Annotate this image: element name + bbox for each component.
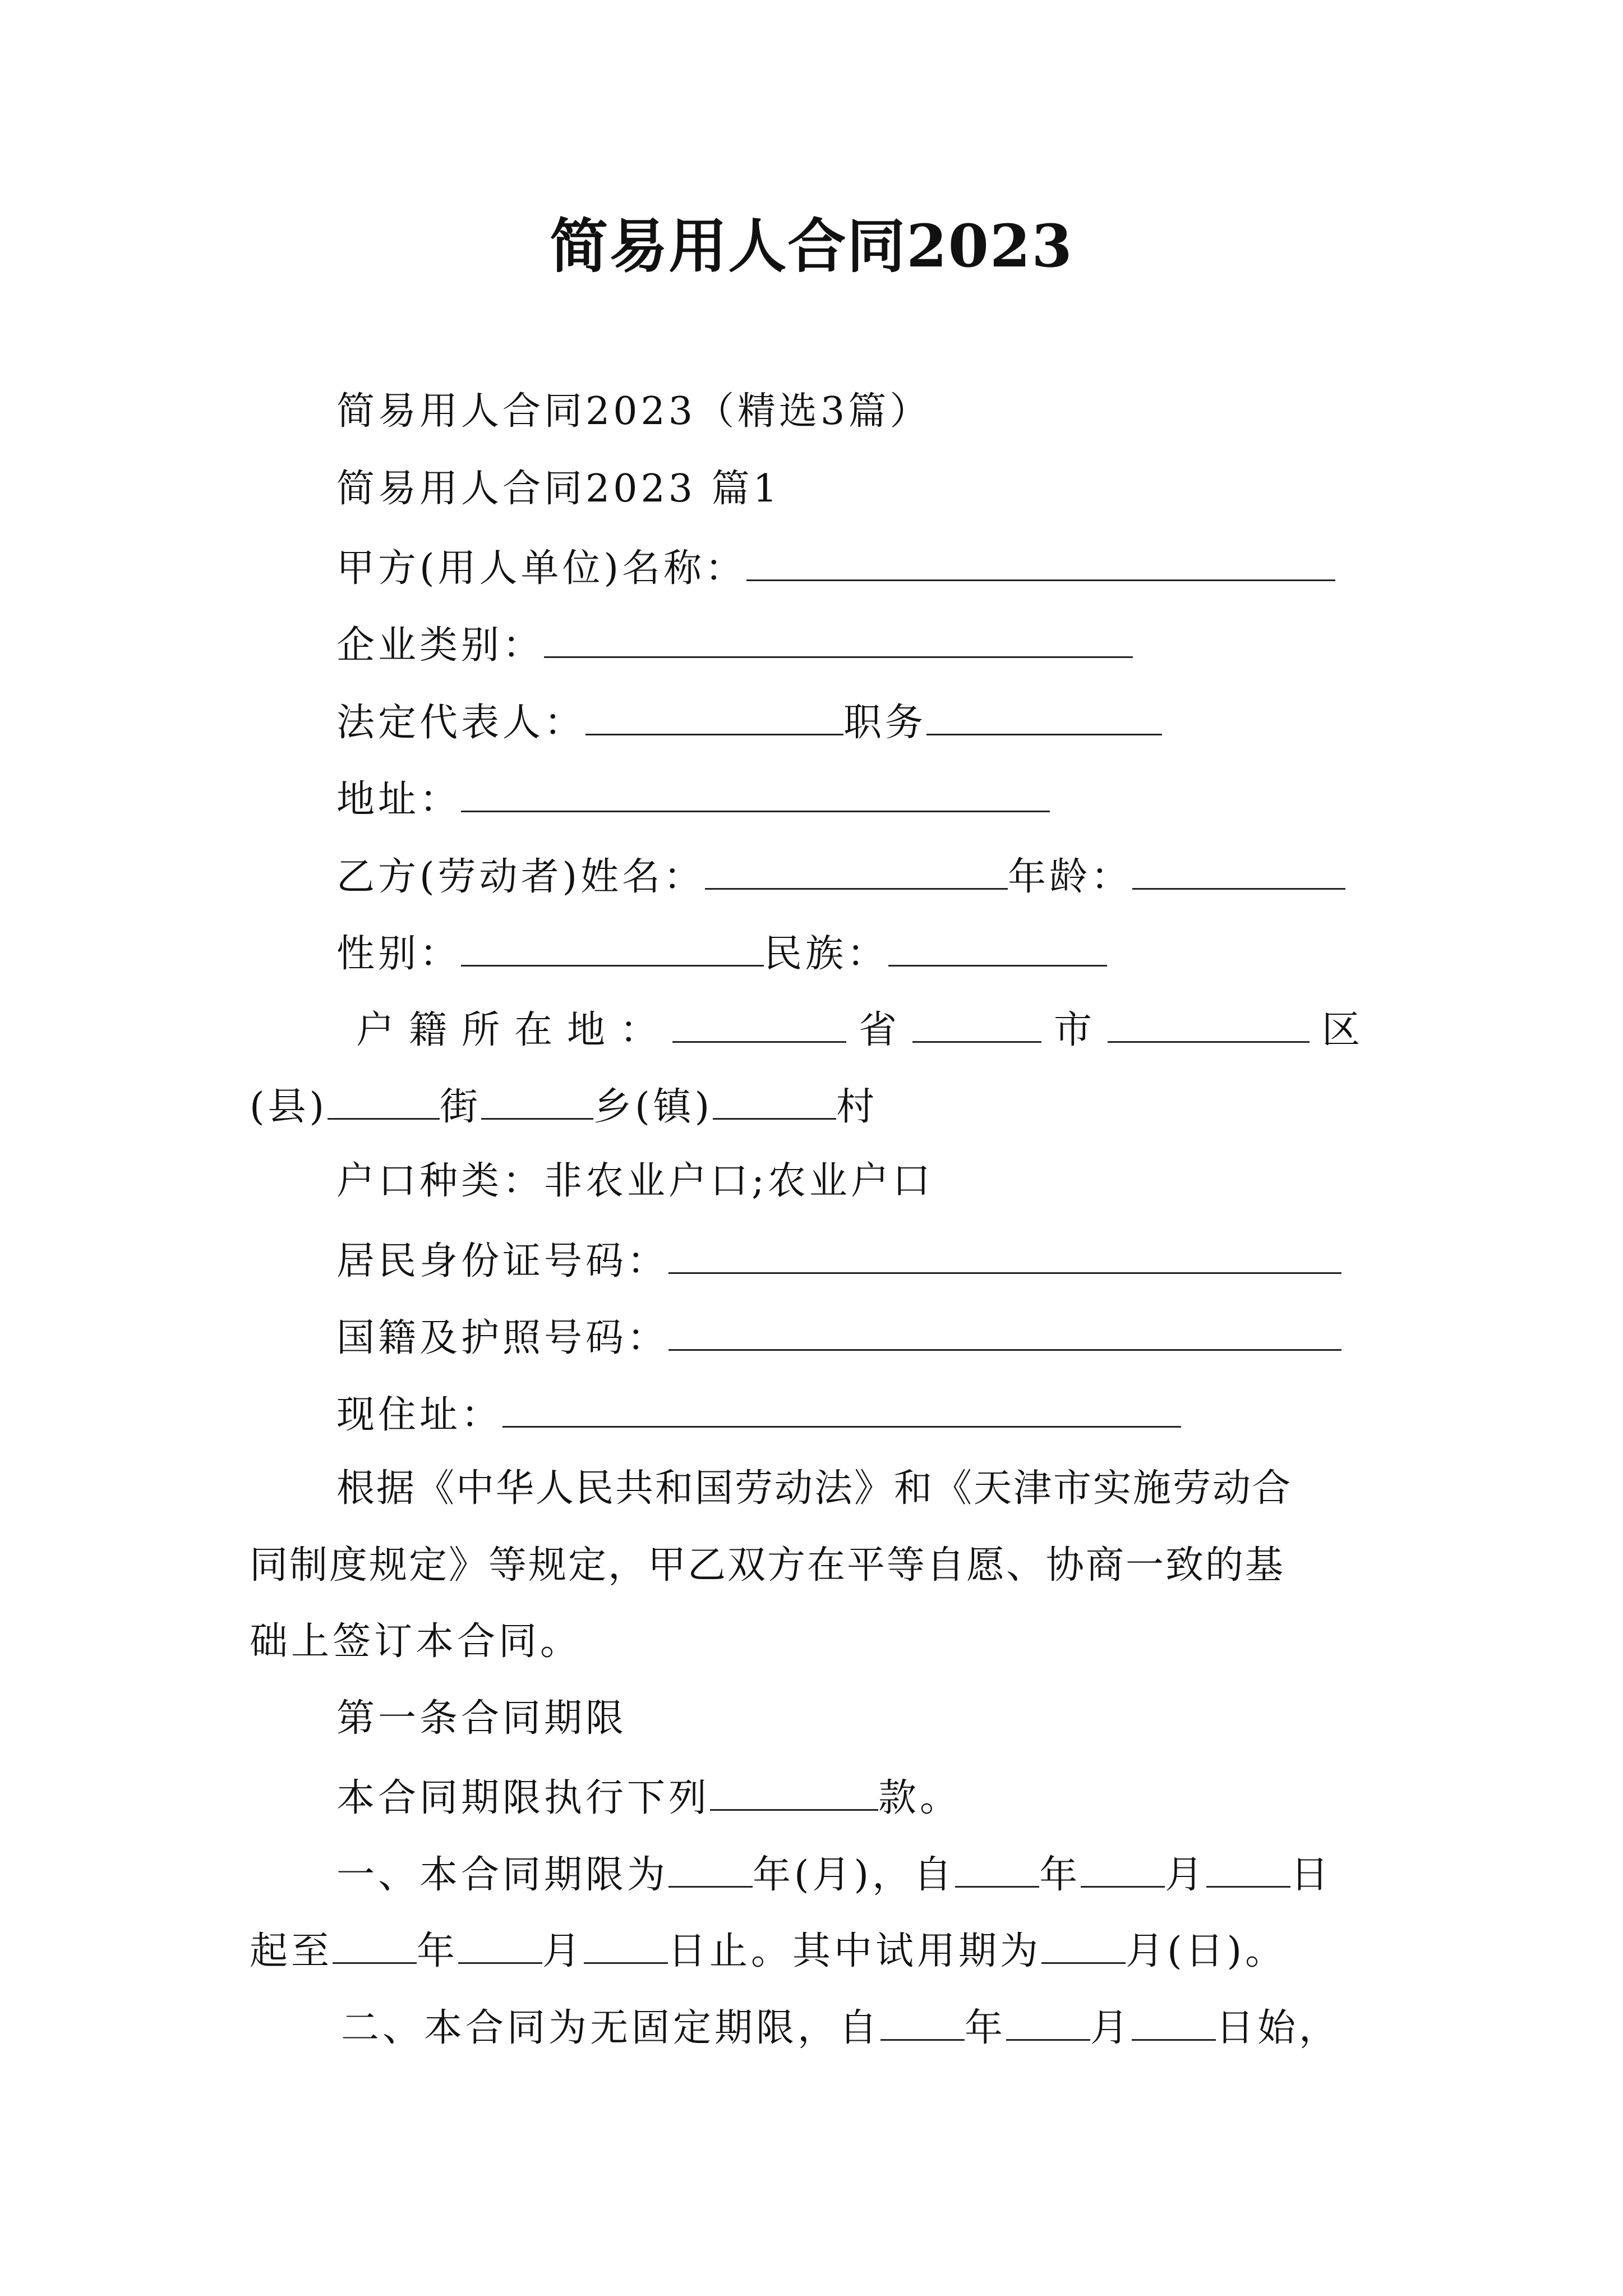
township-blank[interactable] xyxy=(713,1085,836,1120)
province-blank[interactable] xyxy=(672,1009,846,1043)
end-month-blank[interactable] xyxy=(458,1930,542,1964)
start-month-label: 月 xyxy=(1165,1853,1207,1897)
start-month-blank[interactable] xyxy=(1081,1853,1165,1888)
id-number-label: 居民身份证号码： xyxy=(336,1239,669,1283)
legal-rep-row xyxy=(336,701,1162,745)
enterprise-type-blank[interactable] xyxy=(544,624,1133,658)
term-selection-suffix: 款。 xyxy=(878,1776,962,1820)
nationality-passport-row xyxy=(336,1317,1341,1358)
end-month-label: 月 xyxy=(542,1929,584,1973)
household-location-row-2 xyxy=(250,1085,878,1129)
position-label: 职务 xyxy=(843,701,927,745)
basis-paragraph-line-1: 根据《中华人民共和国劳动法》和《天津市实施劳动合 xyxy=(336,1466,1293,1511)
employee-name-blank[interactable] xyxy=(705,855,1008,890)
employer-name-label: 甲方(用人单位)名称： xyxy=(336,546,747,591)
province-label: 省 xyxy=(859,1008,901,1052)
household-type-row: 户口种类：非农业户口;农业户口 xyxy=(336,1159,934,1203)
fixed-term-label: 一、本合同期限为 xyxy=(336,1853,669,1897)
probation-blank[interactable] xyxy=(1041,1930,1126,1964)
household-location-label: 户籍所在地： xyxy=(356,1008,673,1052)
township-label: 乡(镇) xyxy=(593,1085,713,1129)
nationality-passport-label: 国籍及护照号码： xyxy=(336,1316,669,1360)
document-title: 简易用人合同2023 xyxy=(550,211,1073,280)
probation-unit: 月(日)。 xyxy=(1126,1929,1287,1973)
employee-name-row xyxy=(336,855,1345,899)
article-1-heading: 第一条合同期限 xyxy=(336,1696,628,1741)
ethnicity-blank[interactable] xyxy=(888,932,1107,967)
current-address-blank[interactable] xyxy=(502,1393,1181,1428)
open-start-day-label: 日始， xyxy=(1216,2006,1341,2050)
start-day-label: 日 xyxy=(1290,1853,1332,1897)
household-location-row xyxy=(356,1009,1363,1050)
county-blank[interactable] xyxy=(328,1085,440,1120)
current-address-row xyxy=(336,1393,1181,1437)
fixed-term-unit: 年(月)，自 xyxy=(753,1853,956,1897)
street-blank[interactable] xyxy=(481,1085,593,1120)
nationality-passport-blank[interactable] xyxy=(668,1317,1341,1351)
gender-blank[interactable] xyxy=(461,932,764,967)
street-label: 街 xyxy=(440,1085,482,1129)
basis-paragraph-line-3: 础上签订本合同。 xyxy=(250,1619,582,1664)
end-year-blank[interactable] xyxy=(333,1930,417,1964)
start-day-blank[interactable] xyxy=(1206,1853,1290,1888)
age-label: 年龄： xyxy=(1008,855,1133,899)
open-start-year-label: 年 xyxy=(965,2006,1007,2050)
basis-paragraph-line-2: 同制度规定》等规定，甲乙双方在平等自愿、协商一致的基 xyxy=(250,1543,1285,1588)
village-label: 村 xyxy=(836,1085,878,1129)
employer-name-row xyxy=(336,546,1335,591)
enterprise-type-label: 企业类别： xyxy=(336,623,545,668)
employee-name-label: 乙方(劳动者)姓名： xyxy=(336,855,706,899)
term-selection-label: 本合同期限执行下列 xyxy=(336,1776,711,1820)
probation-label: 日止。其中试用期为 xyxy=(668,1929,1042,1973)
current-address-label: 现住址： xyxy=(336,1393,503,1437)
open-start-month-label: 月 xyxy=(1090,2006,1132,2050)
id-number-blank[interactable] xyxy=(668,1240,1341,1274)
address-blank[interactable] xyxy=(461,778,1050,812)
open-start-month-blank[interactable] xyxy=(1006,2007,1090,2041)
term-selection-blank[interactable] xyxy=(710,1777,878,1811)
open-term-label: 二、本合同为无固定期限，自 xyxy=(341,2006,881,2050)
fixed-term-row-1 xyxy=(336,1853,1332,1897)
id-number-row xyxy=(336,1240,1341,1281)
open-term-row xyxy=(341,2006,1341,2050)
position-blank[interactable] xyxy=(926,701,1162,735)
address-row xyxy=(336,777,1050,822)
county-label: (县) xyxy=(250,1085,328,1129)
district-label: 区 xyxy=(1322,1008,1364,1052)
start-year-blank[interactable] xyxy=(955,1853,1039,1888)
open-start-day-blank[interactable] xyxy=(1132,2007,1216,2041)
subtitle-part-1: 简易用人合同2023 篇1 xyxy=(336,467,781,511)
term-selection-row xyxy=(336,1777,961,1818)
legal-rep-blank[interactable] xyxy=(585,701,843,735)
address-label: 地址： xyxy=(336,777,462,822)
gender-label: 性别： xyxy=(336,932,462,976)
open-start-year-blank[interactable] xyxy=(880,2007,965,2041)
district-blank[interactable] xyxy=(1108,1009,1310,1043)
city-blank[interactable] xyxy=(912,1009,1041,1043)
age-blank[interactable] xyxy=(1132,855,1345,890)
employer-name-blank[interactable] xyxy=(746,547,1335,581)
start-year-label: 年 xyxy=(1039,1853,1081,1897)
legal-rep-label: 法定代表人： xyxy=(336,701,586,745)
fixed-term-row-2 xyxy=(250,1930,1287,1971)
gender-row xyxy=(336,932,1107,976)
subtitle-collection: 简易用人合同2023（精选3篇） xyxy=(336,389,932,434)
city-label: 市 xyxy=(1054,1008,1096,1052)
end-day-blank[interactable] xyxy=(584,1930,668,1964)
end-from-label: 起至 xyxy=(250,1929,333,1973)
end-year-label: 年 xyxy=(417,1929,459,1973)
ethnicity-label: 民族： xyxy=(764,932,889,976)
enterprise-type-row xyxy=(336,623,1133,668)
fixed-term-length-blank[interactable] xyxy=(668,1853,753,1888)
